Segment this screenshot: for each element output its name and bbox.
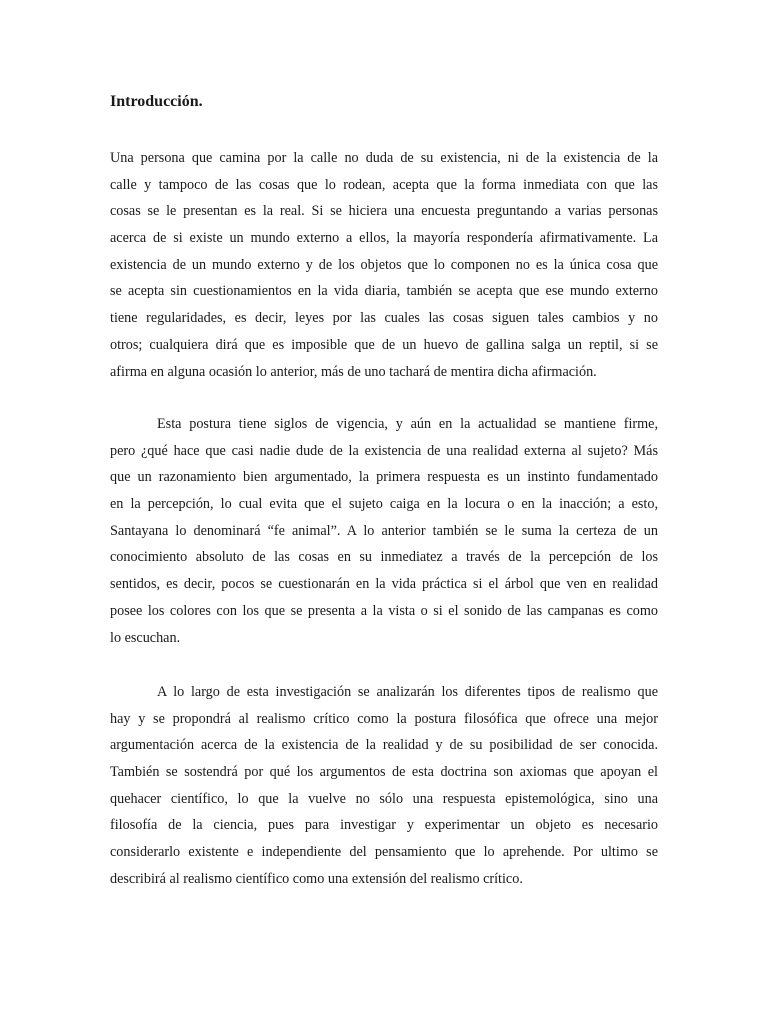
- paragraph-line: afirma en alguna ocasión lo anterior, más de uno tachará de mentira dicha afirmación.: [110, 363, 597, 380]
- paragraph-line: tiene regularidades, es decir, leyes por las cuales las cosas siguen tales cambios y no: [110, 310, 658, 327]
- paragraph-line: considerarlo existente e independiente del pensamiento que lo aprehende. Por ultimo se: [110, 844, 658, 861]
- paragraph-1: [110, 145, 658, 385]
- paragraph-line: se acepta sin cuestionamientos en la vida diaria, también se acepta que ese mundo externo: [110, 283, 658, 300]
- paragraph-line: otros; cualquiera dirá que es imposible que de un huevo de gallina salga un reptil, si se: [110, 336, 658, 353]
- paragraph-line: en la percepción, lo cual evita que el sujeto caiga en la locura o en la inacción; a esto,: [110, 496, 658, 513]
- paragraph-line: filosofía de la ciencia, pues para investigar y experimentar un objeto es necesario: [110, 817, 658, 834]
- paragraph-line: sentidos, es decir, pocos se cuestionarán en la vida práctica si el árbol que ven en realidad: [110, 576, 658, 593]
- paragraph-line: lo escuchan.: [110, 629, 181, 646]
- section-heading: Introducción.: [110, 93, 203, 110]
- paragraph-line: Esta postura tiene siglos de vigencia, y aún en la actualidad se mantiene firme,: [157, 416, 658, 432]
- paragraph-line: cosas se le presentan es la real. Si se hiciera una encuesta preguntando a varias personas: [110, 203, 658, 220]
- paragraph-line: También se sostendrá por qué los argumentos de esta doctrina son axiomas que apoyan el: [110, 764, 658, 781]
- paragraph-3: [110, 679, 658, 893]
- paragraph-line: existencia de un mundo externo y de los objetos que lo componen no es la única cosa que: [110, 256, 658, 273]
- paragraph-line: posee los colores con los que se presenta a la vista o si el sonido de las campanas es como: [110, 602, 658, 619]
- paragraph-line: conocimiento absoluto de las cosas en su inmediatez a través de la percepción de los: [110, 549, 658, 566]
- paragraph-line: Una persona que camina por la calle no duda de su existencia, ni de la existencia de la: [110, 150, 658, 166]
- paragraph-line: acerca de si existe un mundo externo a ellos, la mayoría respondería afirmativamente. La: [110, 230, 658, 247]
- paragraph-line: A lo largo de esta investigación se analizarán los diferentes tipos de realismo que: [157, 684, 658, 700]
- paragraph-line: quehacer científico, lo que la vuelve no sólo una respuesta epistemológica, sino una: [110, 790, 658, 807]
- paragraph-2: [110, 411, 658, 651]
- paragraph-line: Santayana lo denominará “fe animal”. A lo anterior también se le suma la certeza de un: [110, 522, 658, 539]
- paragraph-line: calle y tampoco de las cosas que lo rodean, acepta que la forma inmediata con que las: [110, 176, 658, 193]
- paragraph-line: que un razonamiento bien argumentado, la primera respuesta es un instinto fundamentado: [110, 469, 658, 486]
- paragraph-line: argumentación acerca de la existencia de la realidad y de su posibilidad de ser conocida.: [110, 737, 658, 754]
- paragraph-line: hay y se propondrá al realismo crítico como la postura filosófica que ofrece una mejor: [110, 710, 658, 727]
- paragraph-line: pero ¿qué hace que casi nadie dude de la existencia de una realidad externa al sujeto? Más: [110, 442, 658, 459]
- paragraph-line: describirá al realismo científico como una extensión del realismo crítico.: [110, 870, 523, 887]
